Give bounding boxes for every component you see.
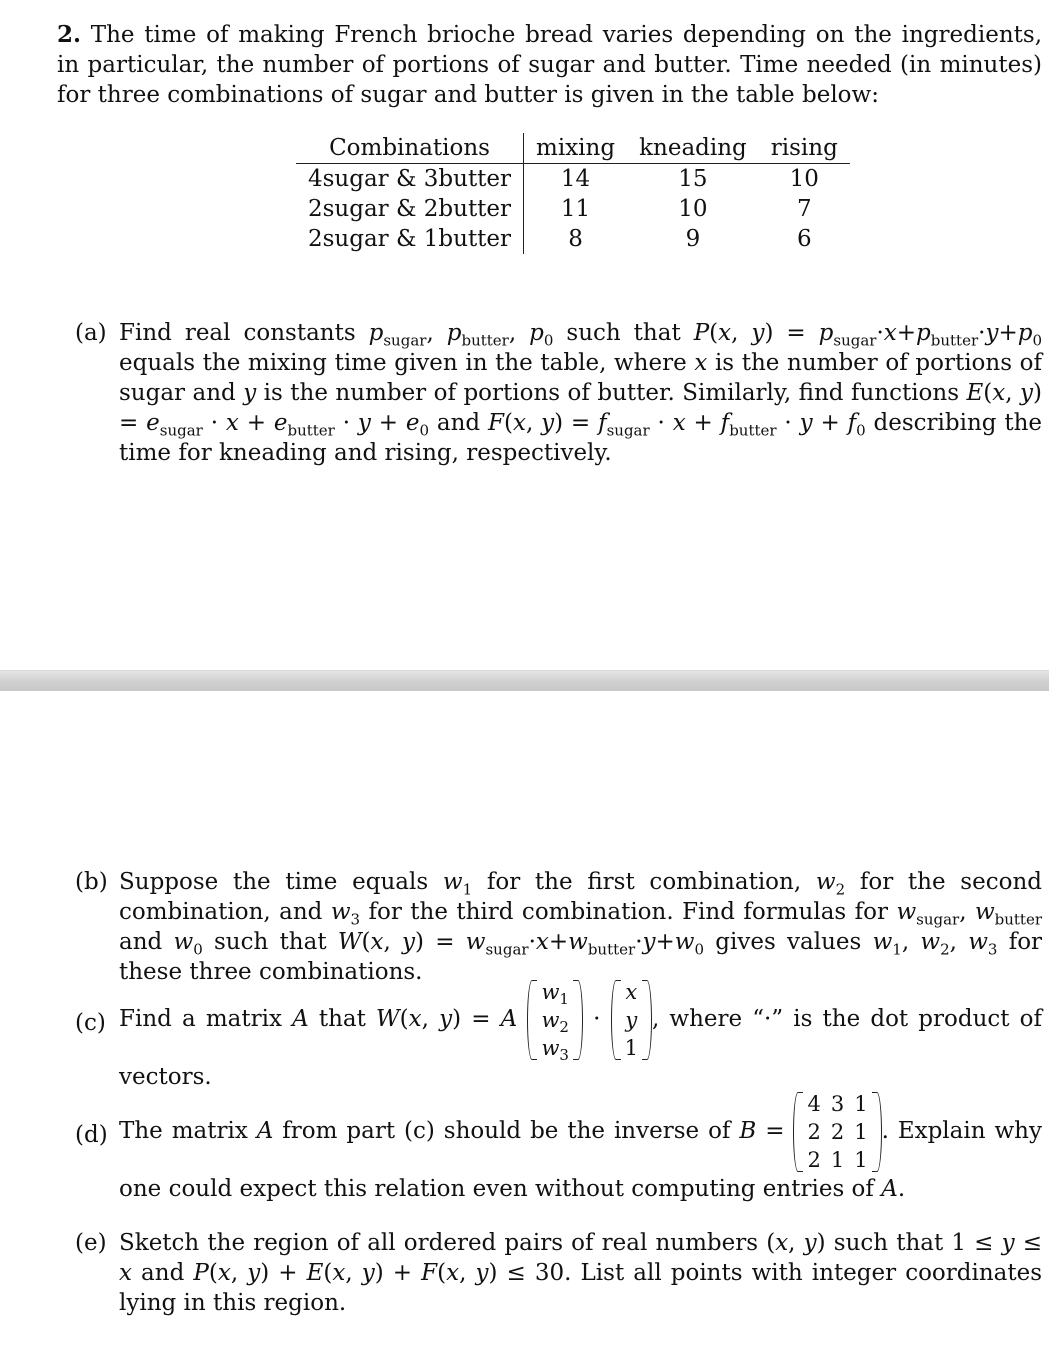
part-c-text: Find a matrix A that W(x, y) = A $w_1$ $w_2$ $w_3$ · x y 1 , where “·” is the dot product of vectors. xyxy=(119,980,1043,1090)
table-cell: 8 xyxy=(568,226,583,252)
table-cell: 10 xyxy=(678,196,708,222)
matrix-cell: 2 xyxy=(830,1120,845,1144)
page-upper xyxy=(0,0,1049,670)
part-c-label: (c) xyxy=(75,1010,106,1036)
table-header-row xyxy=(296,133,850,164)
problem-intro-text: The time of making French brioche bread varies depending on the ingredients, in particular, the number of portions of sugar and butter. Time needed (in minutes) for three combinations of sugar and butter is given in the table below: xyxy=(57,22,1042,108)
matrix-cell: 1 xyxy=(854,1092,868,1116)
table-cell: 15 xyxy=(678,166,708,192)
table-cell: 6 xyxy=(796,226,812,252)
table-cell: 2sugar & 2butter xyxy=(296,194,524,224)
table-cell: 10 xyxy=(789,166,819,192)
header-kneading: kneading xyxy=(627,133,759,164)
matrix-cell: 1 xyxy=(854,1120,868,1144)
part-d xyxy=(75,1090,1042,1204)
page-divider xyxy=(0,670,1049,691)
table-cell: 7 xyxy=(796,196,812,222)
part-e-label: (e) xyxy=(75,1230,107,1256)
table-row xyxy=(296,224,850,254)
part-a xyxy=(75,318,1042,468)
table-cell: 4sugar & 3butter xyxy=(296,164,524,195)
part-d-text: The matrix A from part (c) should be the inverse of B = 4 3 1 2 2 1 2 1 1 . Explain why one could expect this relation even without computing entries of A. xyxy=(119,1092,1042,1202)
part-c xyxy=(75,978,1042,1092)
table-cell: 9 xyxy=(685,226,701,252)
part-e xyxy=(75,1228,1042,1318)
part-a-text: Find real constants $p_{sugar}$, $p_{butter}$, $p_0$ such that P(x, $y) = p_{sugar}\cdot x+p_{butter}\cdot y+p_0$ equals the mixing time given in the table, where x is the number of portions of sugar and y is the number of portions of butter. Similarly, find functions E(x, $y) = e_{sugar} \cdot x + e_{butter} \cdot y + e_0$ and F(x, $y) = f_{sugar} \cdot x + f_{butter} \cdot y + f_0$ describing the time for kneading and rising, respectively. xyxy=(119,320,1043,466)
page-lower xyxy=(0,690,1049,1352)
table-row xyxy=(296,164,850,195)
table-cell: 14 xyxy=(560,166,591,192)
header-combinations: Combinations xyxy=(296,133,524,164)
table-cell: 11 xyxy=(560,196,591,222)
matrix-cell: 2 xyxy=(807,1120,821,1144)
part-a-label: (a) xyxy=(75,320,107,346)
matrix-cell: 2 xyxy=(807,1148,821,1172)
w-vector: $w_1$ $w_2$ $w_3$ xyxy=(527,978,583,1062)
header-mixing: mixing xyxy=(524,133,628,164)
matrix-cell: 1 xyxy=(854,1148,868,1172)
matrix-cell: 4 xyxy=(807,1092,821,1116)
part-e-text: Sketch the region of all ordered pairs of real numbers (x, y) such that 1 ≤ y ≤ x and P(x, y) + E(x, y) + F(x, y) ≤ 30. List all points with integer coordinates lying in this region. xyxy=(119,1230,1043,1316)
xy1-vector: x y 1 xyxy=(611,978,652,1062)
problem-number: 2. xyxy=(57,21,82,48)
matrix-cell: 1 xyxy=(830,1148,845,1172)
matrix-b xyxy=(793,1090,881,1174)
matrix-cell: 3 xyxy=(830,1092,845,1116)
part-b-text: Suppose the time equals $w_1$ for the first combination, $w_2$ for the second combination, and $w_3$ for the third combination. Find formulas for $w_{sugar}$, $w_{butter}$ and $w_0$ such that W(x, $y) = w_{sugar}\cdot x+w_{butter}\cdot y+w_0$ gives values $w_1$, $w_2$, $w_3$ for these three combinations. xyxy=(119,869,1043,985)
problem-intro xyxy=(57,20,1042,110)
part-d-label: (d) xyxy=(75,1122,108,1148)
table-cell: 2sugar & 1butter xyxy=(296,224,524,254)
part-b xyxy=(75,867,1042,987)
part-b-label: (b) xyxy=(75,869,108,895)
table-row xyxy=(296,194,850,224)
header-rising: rising xyxy=(759,133,850,164)
time-table xyxy=(296,133,850,254)
